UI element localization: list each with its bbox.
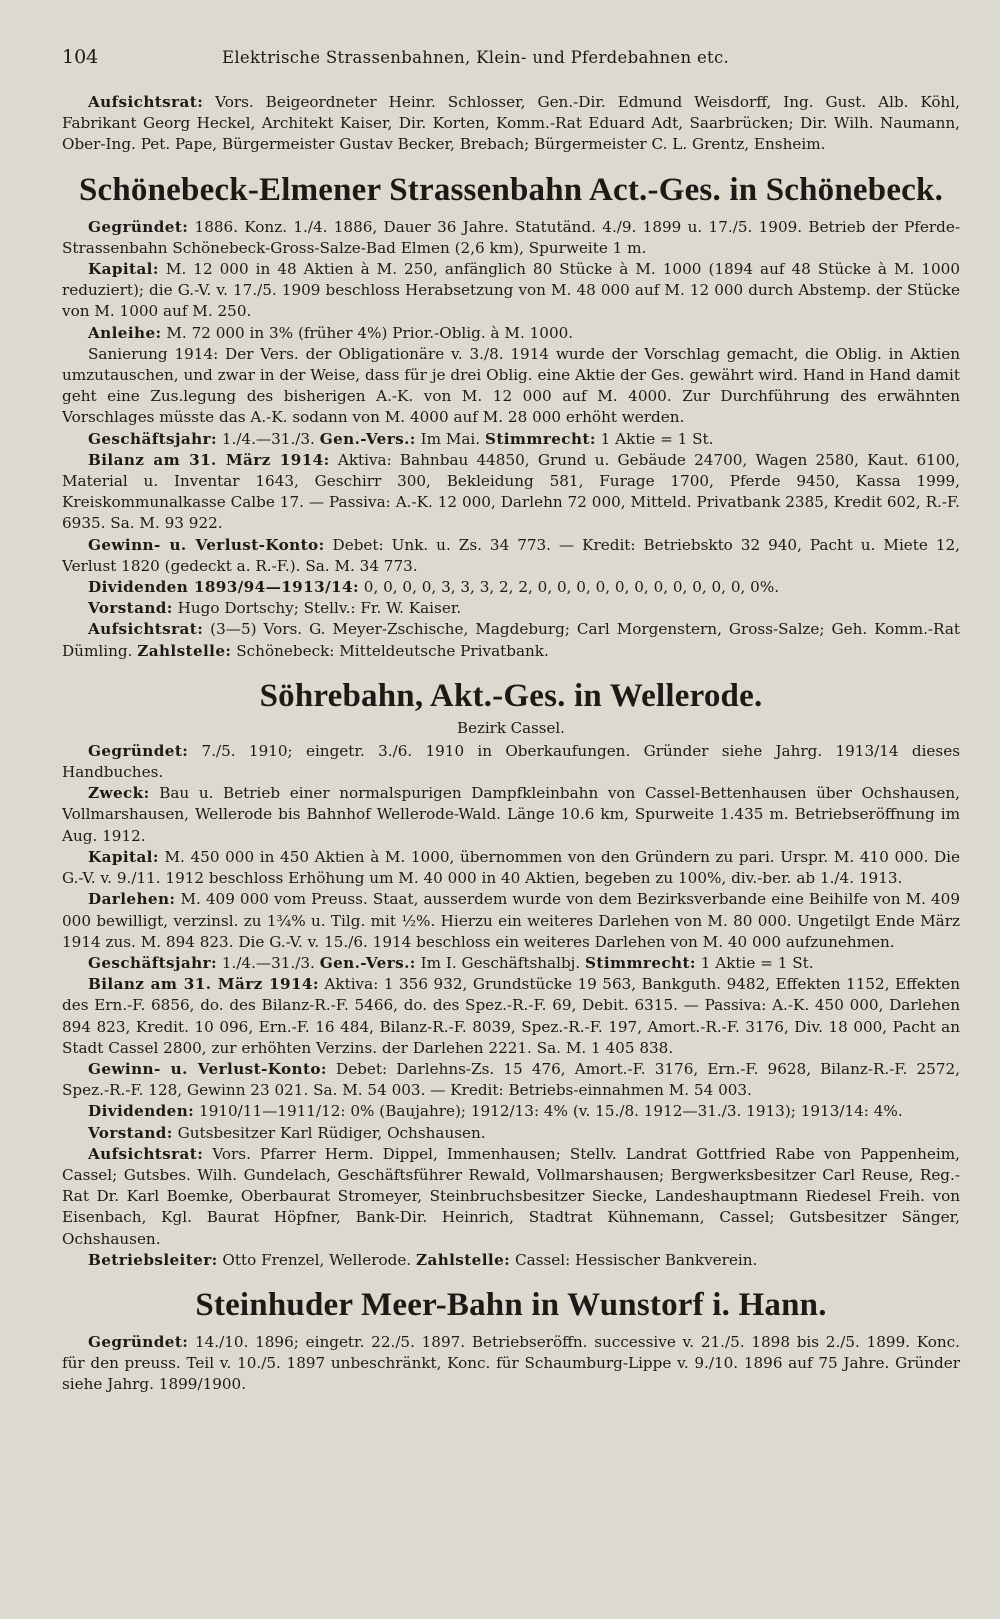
paragraph-text: 14./10. 1896; eingetr. 22./5. 1897. Betriebseröffn. successive v. 21./5. 1898 bis 2./5. 1899. Konc. für den preuss. Teil v. 10./5. 1897 unbeschränkt, Konc. für Schaumburg-Lippe v. 9./10. 1896 auf 75 Jahre. Gründer siehe Jahrg. 1899/1900. bbox=[62, 1332, 960, 1394]
paragraph-lead: Darlehen: bbox=[88, 890, 176, 909]
paragraph-text: 1910/11—1911/12: 0% (Baujahre); 1912/13: 4% (v. 15./8. 1912—31./3. 1913); 1913/14: 4%. bbox=[194, 1102, 903, 1121]
paragraph-text: 1 Aktie = 1 St. bbox=[595, 429, 714, 448]
paragraph-lead: Geschäftsjahr: bbox=[88, 953, 217, 972]
entry-paragraph bbox=[62, 953, 960, 974]
paragraph-text: 1./4.—31./3. bbox=[217, 953, 320, 972]
intro-paragraph bbox=[62, 92, 960, 156]
paragraph-text: 7./5. 1910; eingetr. 3./6. 1910 in Oberkaufungen. Gründer siehe Jahrg. 1913/14 dieses Handbuches. bbox=[62, 741, 960, 782]
paragraph-lead: Gegründet: bbox=[88, 1332, 189, 1351]
page-number: 104 bbox=[62, 46, 99, 68]
entry-paragraph bbox=[62, 598, 960, 619]
entry-paragraph bbox=[62, 1250, 960, 1271]
paragraph-lead: Zahlstelle: bbox=[137, 641, 232, 660]
paragraph-lead: Zahlstelle: bbox=[415, 1250, 511, 1269]
company-subtitle: Bezirk Cassel. bbox=[457, 718, 565, 737]
paragraph-lead: Dividenden: bbox=[88, 1102, 195, 1121]
entry-paragraph bbox=[62, 1059, 960, 1101]
paragraph-text: Gutsbesitzer Karl Rüdiger, Ochshausen. bbox=[172, 1123, 486, 1142]
company-section bbox=[62, 1287, 960, 1396]
entry-paragraph bbox=[62, 323, 960, 344]
entry-paragraph bbox=[62, 889, 960, 953]
paragraph-text: (3—5) Vors. G. Meyer-Zschische, Magdeburg; Carl Morgenstern, Gross-Salze; Geh. Komm.-Rat Dümling. bbox=[62, 620, 960, 660]
paragraph-lead: Bilanz am 31. März 1914: bbox=[88, 975, 319, 994]
paragraph-lead: Zweck: bbox=[88, 784, 150, 803]
paragraph-text: Debet: Darlehns-Zs. 15 476, Amort.-F. 3176, Ern.-F. 9628, Bilanz-R.-F. 2572, Spez.-R.-F. 128, Gewinn 23 021. Sa. M. 54 003. — Kredit: Betriebs-einnahmen M. 54 003. bbox=[62, 1059, 960, 1100]
entry-paragraph bbox=[62, 1332, 960, 1396]
paragraph-text: Sanierung 1914: Der Vers. der Obligationäre v. 3./8. 1914 wurde der Vorschlag gemacht, die Oblig. in Aktien umzutauschen, und zwar in der Weise, dass für je drei Oblig. eine Aktie der Ges. gewährt wird. Hand in Hand damit geht eine Zus.legung des bisherigen A.-K. von M. 12 000 auf M. 4000. Zur Durchführung des erwähnten Vorschlages müsste das A.-K. sodann von M. 4000 auf M. 28 000 erhöht werden. bbox=[62, 344, 960, 427]
paragraph-text: 1886. Konz. 1./4. 1886, Dauer 36 Jahre. Statutänd. 4./9. 1899 u. 17./5. 1909. Betrieb der Pferde-Strassenbahn Schönebeck-Gross-Salze-Bad Elmen (2,6 km), Spurweite 1 m. bbox=[62, 217, 960, 257]
entry-paragraph bbox=[62, 577, 960, 598]
paragraph-text: Aktiva: Bahnbau 44850, Grund u. Gebäude 24700, Wagen 2580, Kaut. 6100, Material u. Inventar 1643, Geschirr 300, Bekleidung 581, Furage 1700, Pferde 9450, Kassa 1999, Kreiskommunalkasse Calbe 17. — Passiva: A.-K. 12 000, Darlehn 72 000, Mitteld. Privatbank 2385, Kredit 602, R.-F. 6935. Sa. M. 93 922. bbox=[62, 450, 960, 533]
company-title: Steinhuder Meer-Bahn in Wunstorf i. Hann. bbox=[195, 1286, 827, 1323]
running-title: Elektrische Strassenbahnen, Klein- und Pferdebahnen etc. bbox=[222, 48, 730, 67]
entry-paragraph bbox=[62, 1123, 960, 1144]
entry-paragraph bbox=[62, 847, 960, 889]
entry-paragraph bbox=[62, 450, 960, 535]
paragraph-lead: Kapital: bbox=[88, 260, 159, 279]
entry-paragraph bbox=[62, 1101, 960, 1122]
paragraph-lead: Aufsichtsrat: bbox=[88, 1144, 204, 1163]
paragraph-text: M. 450 000 in 450 Aktien à M. 1000, übernommen von den Gründern zu pari. Urspr. M. 410 000. Die G.-V. v. 9./11. 1912 beschloss Erhöhung um M. 40 000 in 40 Aktien, begeben zu 100%, div.-ber. ab 1./4. 1913. bbox=[62, 847, 960, 888]
company-section bbox=[62, 172, 960, 662]
paragraph-lead: Betriebsleiter: bbox=[88, 1250, 218, 1269]
entry-paragraph bbox=[62, 619, 960, 661]
paragraph-lead: Aufsichtsrat: bbox=[88, 620, 204, 639]
paragraph-lead: Gewinn- u. Verlust-Konto: bbox=[88, 1059, 327, 1078]
entry-paragraph bbox=[62, 974, 960, 1059]
paragraph-lead: Anleihe: bbox=[88, 323, 162, 342]
company-title: Söhrebahn, Akt.-Ges. in Wellerode. bbox=[259, 677, 763, 714]
paragraph-lead: Bilanz am 31. März 1914: bbox=[88, 450, 330, 469]
article-sections bbox=[62, 172, 960, 1396]
paragraph-text: 0, 0, 0, 0, 3, 3, 3, 2, 2, 0, 0, 0, 0, 0, 0, 0, 0, 0, 0, 0, 0%. bbox=[358, 578, 780, 597]
entry-paragraph bbox=[62, 783, 960, 847]
paragraph-lead: Gegründet: bbox=[88, 741, 189, 760]
paragraph-text: Aktiva: 1 356 932, Grundstücke 19 563, Bankguth. 9482, Effekten 1152, Effekten des Ern.-F. 6856, do. des Bilanz-R.-F. 5466, do. des Spez.-R.-F. 69, Debit. 6315. — Passiva: A.-K. 450 000, Darlehen 894 823, Kredit. 10 096, Ern.-F. 16 484, Bilanz-R.-F. 8039, Spez.-R.-F. 197, Amort.-R.-F. 3176, Div. 18 000, Pacht an Stadt Cassel 2800, zur erhöhten Verzins. der Darlehen 2221. Sa. M. 1 405 838. bbox=[62, 975, 960, 1057]
paragraph-text: M. 12 000 in 48 Aktien à M. 250, anfänglich 80 Stücke à M. 1000 (1894 auf 48 Stücke à M. 1000 reduziert); die G.-V. v. 17./5. 1909 beschloss Herabsetzung von M. 48 000 auf M. 12 000 durch Abstemp. der Stücke von M. 1000 auf M. 250. bbox=[62, 260, 960, 321]
entry-paragraph bbox=[62, 217, 960, 259]
page-header bbox=[62, 46, 960, 68]
paragraph-lead: Gewinn- u. Verlust-Konto: bbox=[88, 535, 325, 554]
entry-paragraph bbox=[62, 259, 960, 323]
paragraph-lead: Kapital: bbox=[88, 847, 159, 866]
paragraph-lead: Vorstand: bbox=[88, 1123, 173, 1142]
paragraph-text: Hugo Dortschy; Stellv.: Fr. W. Kaiser. bbox=[172, 599, 462, 618]
paragraph-lead: Dividenden 1893/94—1913/14: bbox=[88, 578, 359, 597]
entry-paragraph bbox=[62, 1144, 960, 1250]
entry-paragraph bbox=[62, 344, 960, 429]
paragraph-lead: Vorstand: bbox=[88, 599, 173, 618]
paragraph-lead: Geschäftsjahr: bbox=[88, 429, 217, 448]
paragraph-text: Bau u. Betrieb einer normalspurigen Dampfkleinbahn von Cassel-Bettenhausen über Ochshausen, Vollmarshausen, Wellerode bis Bahnhof Wellerode-Wald. Länge 10.6 km, Spurweite 1.435 m. Betriebseröffnung im Aug. 1912. bbox=[62, 784, 960, 845]
paragraph-text: 1./4.—31./3. bbox=[217, 429, 320, 448]
paragraph-lead: Gen.-Vers.: bbox=[319, 953, 416, 972]
paragraph-text: Im I. Geschäftshalbj. bbox=[415, 953, 586, 972]
entry-paragraph bbox=[62, 429, 960, 450]
paragraph-text: Im Mai. bbox=[415, 429, 485, 448]
paragraph-text: 1 Aktie = 1 St. bbox=[695, 953, 814, 972]
paragraph-text: Otto Frenzel, Wellerode. bbox=[217, 1250, 416, 1269]
company-title: Schönebeck-Elmener Strassenbahn Act.-Ges. in Schönebeck. bbox=[78, 171, 944, 208]
entry-paragraph bbox=[62, 535, 960, 577]
paragraph-text: Debet: Unk. u. Zs. 34 773. — Kredit: Betriebskto 32 940, Pacht u. Miete 12, Verlust 1820 (gedeckt a. R.-F.). Sa. M. 34 773. bbox=[62, 535, 960, 575]
paragraph-lead: Gegründet: bbox=[88, 217, 189, 236]
paragraph-text: M. 72 000 in 3% (früher 4%) Prior.-Oblig. à M. 1000. bbox=[161, 323, 574, 342]
entry-paragraph bbox=[62, 741, 960, 783]
paragraph-text: Vors. Pfarrer Herm. Dippel, Immenhausen; Stellv. Landrat Gottfried Rabe von Pappenheim, Cassel; Gutsbes. Wilh. Gundelach, Geschäftsführer Rewald, Vollmarshausen; Bergwerksbesitzer Carl Reuse, Reg.-Rat Dr. Karl Boemke, Oberbaurat Stromeyer, Steinbruchsbesitzer Siecke, Landeshauptmann Riedesel Freih. von Eisenbach, Kgl. Baurat Höpfner, Bank-Dir. Heinrich, Stadtrat Kühnemann, Cassel; Gutsbesitzer Sänger, Ochshausen. bbox=[62, 1144, 960, 1248]
paragraph-text: Cassel: Hessischer Bankverein. bbox=[510, 1250, 758, 1269]
paragraph-text: Vors. Beigeordneter Heinr. Schlosser, Gen.-Dir. Edmund Weisdorff, Ing. Gust. Alb. Köhl, Fabrikant Georg Heckel, Architekt Kaiser, Dir. Korten, Komm.-Rat Eduard Adt, Saarbrücken; Dir. Wilh. Naumann, Ober-Ing. Pet. Pape, Bürgermeister Gustav Becker, Brebach; Bürgermeister C. L. Grentz, Ensheim. bbox=[62, 93, 960, 154]
company-section bbox=[62, 678, 960, 1271]
paragraph-lead: Stimmrecht: bbox=[585, 953, 696, 972]
paragraph-lead: Gen.-Vers.: bbox=[319, 429, 416, 448]
paragraph-lead: Aufsichtsrat: bbox=[88, 93, 204, 111]
paragraph-lead: Stimmrecht: bbox=[484, 429, 596, 448]
paragraph-text: Schönebeck: Mitteldeutsche Privatbank. bbox=[231, 641, 549, 660]
paragraph-text: M. 409 000 vom Preuss. Staat, ausserdem wurde von dem Bezirksverbande eine Beihilfe von M. 409 000 bewilligt, verzinsl. zu 1¾% u. Tilg. mit ½%. Hierzu ein weiteres Darlehen von M. 80 000. Ungetilgt Ende März 1914 zus. M. 894 823. Die G.-V. v. 15./6. 1914 beschloss ein weiteres Darlehen von M. 40 000 aufzunehmen. bbox=[62, 890, 960, 951]
